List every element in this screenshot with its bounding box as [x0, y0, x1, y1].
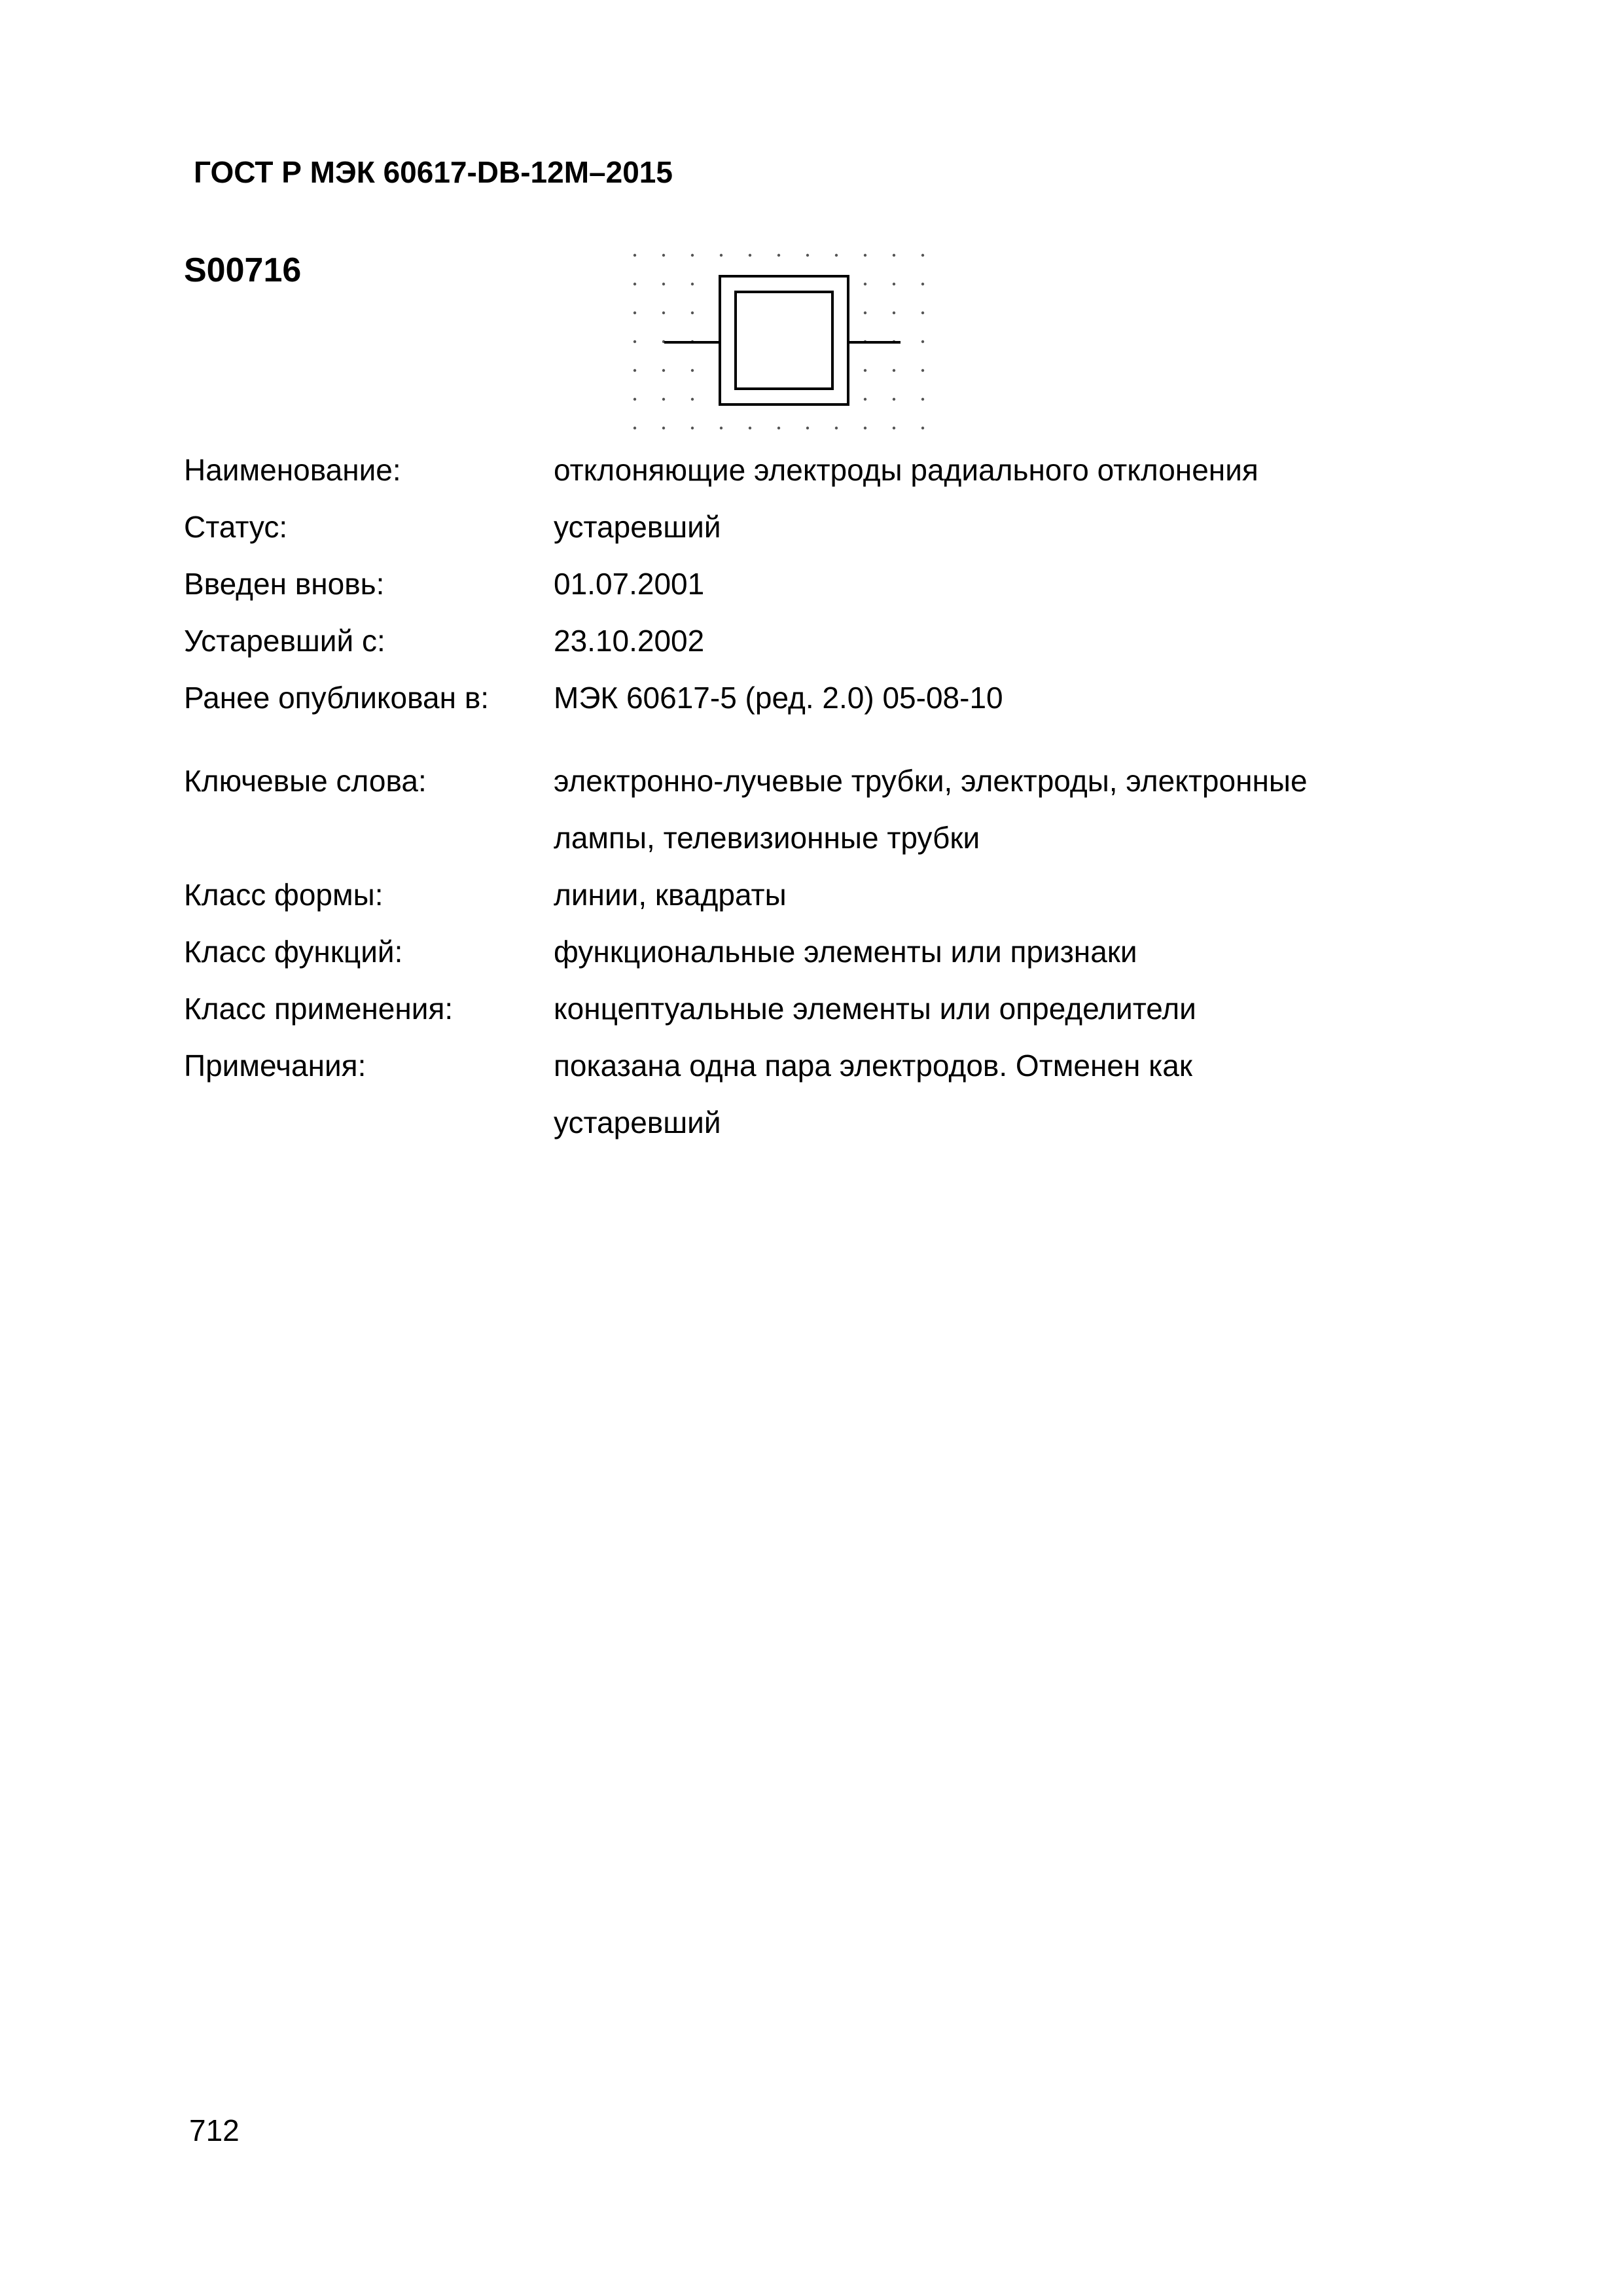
property-label: Примечания:: [184, 1049, 366, 1083]
document-header: ГОСТ Р МЭК 60617-DB-12M–2015: [194, 155, 673, 189]
property-keywords: [184, 753, 1493, 867]
property-value: МЭК 60617-5 (ред. 2.0) 05-08-10: [554, 681, 1003, 715]
property-notes: [184, 1037, 1493, 1151]
property-application-class: [184, 980, 1493, 1037]
property-value: устаревший: [554, 510, 721, 544]
outer-square: [720, 276, 848, 404]
property-value: концептуальные элементы или определители: [554, 992, 1196, 1026]
property-label: Класс применения:: [184, 992, 454, 1026]
property-label: Ключевые слова:: [184, 764, 427, 798]
property-label: Класс функций:: [184, 935, 403, 969]
property-value: 23.10.2002: [554, 624, 705, 658]
property-status: [184, 499, 1493, 556]
property-obsolete-since: [184, 613, 1493, 670]
property-shape-class: [184, 867, 1493, 924]
property-label: Статус:: [184, 510, 288, 544]
symbol-code: S00716: [184, 251, 302, 289]
inner-square: [736, 292, 832, 389]
property-label: Устаревший с:: [184, 624, 385, 658]
property-label: Класс формы:: [184, 878, 383, 912]
property-value: электронно-лучевые трубки, электроды, электронные лампы, телевизионные трубки: [554, 764, 1308, 855]
property-label: Ранее опубликован в:: [184, 681, 490, 715]
deflecting-electrodes-symbol: [615, 245, 929, 435]
property-value: линии, квадраты: [554, 878, 787, 912]
property-value: показана одна пара электродов. Отменен как устаревший: [554, 1049, 1192, 1139]
property-label: Введен вновь:: [184, 567, 385, 601]
property-label: Наименование:: [184, 453, 401, 487]
property-value: отклоняющие электроды радиального отклонения: [554, 453, 1258, 487]
properties-list: [184, 442, 1493, 1151]
property-introduced: [184, 556, 1493, 613]
property-name: [184, 442, 1493, 499]
property-value: функциональные элементы или признаки: [554, 935, 1137, 969]
property-previously-published: [184, 670, 1493, 726]
page-number: 712: [189, 2113, 240, 2147]
property-function-class: [184, 924, 1493, 980]
property-value: 01.07.2001: [554, 567, 705, 601]
